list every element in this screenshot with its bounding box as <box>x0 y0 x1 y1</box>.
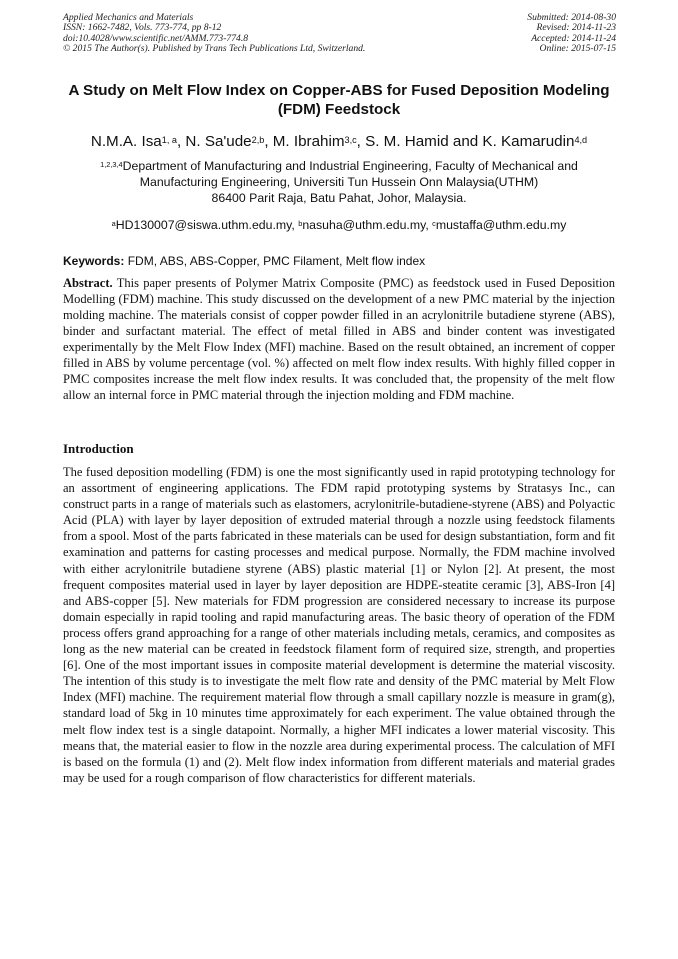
affiliation-line: $^{1,2,3,4}$Department of Manufacturing and Industrial Engineering, Faculty of Mechanical and <box>100 159 578 173</box>
email[interactable]: $^a$HD130007@siswa.uthm.edu.my <box>111 218 292 232</box>
journal-name: Applied Mechanics and Materials <box>63 12 194 23</box>
paper-title: A Study on Melt Flow Index on Copper-ABS for Fused Deposition Modeling (FDM) Feedstock <box>68 82 610 118</box>
email[interactable]: $^c$mustaffa@uthm.edu.my <box>432 218 567 232</box>
author: M. Ibrahim$^{3,c}$, <box>272 133 366 150</box>
email[interactable]: $^b$nasuha@uthm.edu.my <box>298 218 426 232</box>
journal-copyright: © 2015 The Author(s). Published by Trans Tech Publications Ltd, Switzerland. <box>63 43 366 55</box>
journal-issn: ISSN: 1662-7482, Vols. 773-774, pp 8-12 <box>63 22 222 34</box>
abstract <box>63 275 615 403</box>
author: N.M.A. Isa$^{1, a}$, <box>90 133 186 150</box>
abstract-text: This paper presents of Polymer Matrix Composite (PMC) as feedstock used in Fused Deposition Modelling (FDM) machine. This study discussed on the development of a new PMC material by the injection molding machine. The materials consist of copper powder filled in an acrylonitrile butadiene styrene (ABS), binder and surfactant material. The effect of metal filled in ABS and binder content was investigated experimentally by the Melt Flow Index (MFI) machine. Based on the result obtained, an increment of copper filled in ABS by volume percentage (vol. %) affected on melt flow index results. With highly filled copper in PMC composites increase the melt flow index results. It was concluded that, the propensity of the melt flow allow an internal force in PMC material through the injection molding and FDM machine. <box>63 276 615 402</box>
date-online: Online: 2015-07-15 <box>539 43 616 55</box>
author-list <box>50 132 628 152</box>
keywords-text: FDM, ABS, ABS-Copper, PMC Filament, Melt flow index <box>127 254 426 268</box>
keywords <box>63 253 615 269</box>
affiliation-line: Manufacturing Engineering, Universiti Tun Hussein Onn Malaysia(UTHM) <box>139 175 539 189</box>
author-emails: $^a$HD130007@siswa.uthm.edu.my, $^b$nasuha@uthm.edu.my, $^c$mustaffa@uthm.edu.my <box>111 218 567 232</box>
date-submitted: Submitted: 2014-08-30 <box>527 12 616 23</box>
author: N. Sa'ude$^{2,b}$, <box>185 133 273 150</box>
journal-header <box>63 13 423 55</box>
journal-doi[interactable]: doi:10.4028/www.scientific.net/AMM.773-774.8 <box>63 32 249 44</box>
keywords-label: Keywords: <box>63 254 125 268</box>
abstract-label: Abstract. <box>63 276 113 290</box>
affiliation-line: 86400 Parit Raja, Batu Pahat, Johor, Malaysia. <box>211 191 467 205</box>
dates-header <box>416 13 616 55</box>
affiliation <box>63 158 615 206</box>
author: S. M. Hamid and K. Kamarudin$^{4,d}$ <box>365 133 588 150</box>
section-heading-introduction: Introduction <box>63 441 134 456</box>
date-accepted: Accepted: 2014-11-24 <box>531 32 616 44</box>
introduction-body: The fused deposition modelling (FDM) is one the most significantly used in rapid prototyping technology for an assortment of engineering applications. The FDM rapid prototyping systems by Stratasys Inc., can construct parts in a range of materials such as elastomers, acrylonitrile-butadiene-styrene (ABS) and Polyactic Acid (PLA) with layer by layer deposition of extruded material through a nozzle using feedstock filaments from a spool. Most of the parts fabricated in these materials can be used for design substantiation, form and fit examination and patterns for casting processes and medical purpose. Normally, the FDM machine involved with either acrylonitrile butadiene styrene (ABS) plastic material [1] or Nylon [2]. At present, the most frequent composites material used in layer by layer deposition are HDPE-steatite ceramic [3], ABS-Iron [4] and ABS-copper [5]. New materials for FDM progression are considered necessary to increase its purpose domain especially in rapid tooling and rapid manufacturing areas. The basic theory of operation of the FDM process offers grand approaching for a range of other materials including metals, ceramics, and composites as long as the new material can be created in feedstock filament form of required size, strength, and properties [6]. One of the most important issues in composite material development is determine the material viscosity. The intention of this study is to investigate the melt flow rate and density of the PMC material by Melt Flow Index (MFI) machine. The requirement material flow through a small capillary nozzle is measure in gram(g), standard load of 5kg in 10 minutes time approximately for each experiment. The value obtained through the melt flow index test is a single datapoint. Normally, a higher MFI indicates a lower material viscosity. This means that, the material easier to flow in the nozzle area during experimental process. The calculation of MFI is based on the formula (1) and (2). Melt flow index information from different materials and material grades may be used for a rough comparison of flow characteristics for different materials. <box>63 465 615 785</box>
date-revised: Revised: 2014-11-23 <box>536 22 616 34</box>
